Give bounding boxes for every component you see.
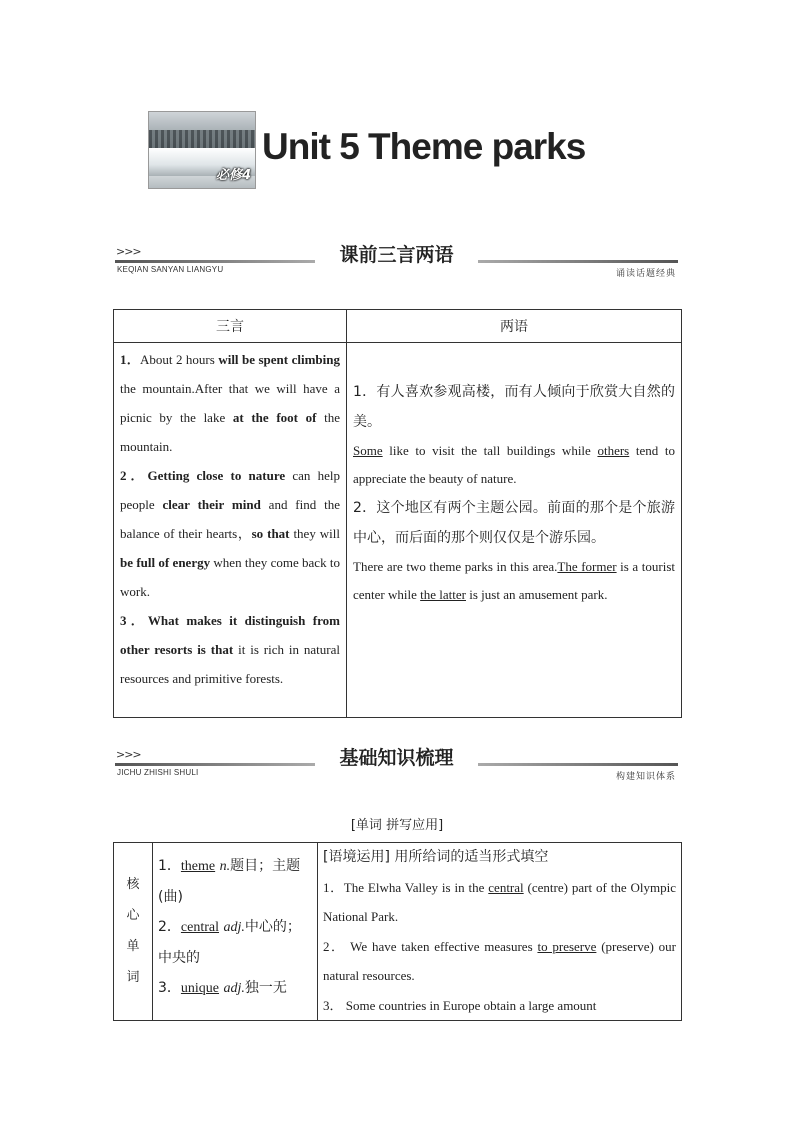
item-number: 1．	[158, 858, 181, 874]
vocab-table	[113, 842, 682, 1021]
side-char: 心	[126, 908, 140, 923]
sanyan-cell	[114, 343, 347, 718]
sentence-text: when they come back to work.	[120, 555, 340, 599]
sentence-text: tend to appreciate the beauty of nature.	[353, 443, 675, 486]
word-item	[158, 851, 312, 912]
sentence-text: About 2 hours	[139, 352, 219, 367]
key-phrase: be full of energy	[120, 555, 211, 570]
item-number: 2．	[158, 919, 181, 935]
section-pinyin: KEQIAN SANYAN LIANGYU	[117, 265, 224, 274]
sentence-text: like to visit the tall buildings while	[382, 443, 598, 458]
sentence-text: (centre) part of the Olympic National Park.	[323, 879, 676, 924]
exercise-item	[323, 873, 676, 932]
answer-blank: central	[488, 879, 524, 895]
word-list	[153, 843, 318, 1021]
key-phrase: so that	[251, 526, 290, 541]
sentence-text: the mountain.	[120, 410, 340, 454]
unit-cover-image	[148, 111, 256, 189]
logo-tag: 必修4	[215, 168, 251, 183]
sentence-text: is just an amusement park.	[465, 587, 608, 602]
word-answer: unique	[180, 981, 220, 996]
sentence-text: is a tourist center while	[353, 559, 675, 602]
section-title: 基础知识梳理	[339, 747, 454, 769]
col-header-liangyu: 两语	[347, 310, 682, 343]
side-char: 单	[126, 939, 140, 954]
word-meaning: 中心的；中央的	[158, 919, 301, 966]
english-sentence	[353, 437, 675, 493]
exercise-cell	[318, 843, 682, 1021]
word-answer: central	[180, 920, 220, 935]
chinese-sentence: 1．有人喜欢参观高楼，而有人倾向于欣赏大自然的美。	[353, 384, 675, 430]
key-phrase: at the foot of	[232, 410, 317, 425]
answer-blank: Some	[353, 443, 383, 458]
exercise-tag: [语境运用]	[323, 849, 390, 865]
forest-graphic	[149, 130, 255, 150]
chevrons-icon: >>>	[116, 245, 141, 258]
key-phrase: will be spent climbing	[218, 352, 340, 367]
liangyu-cell	[347, 343, 682, 718]
key-phrase: clear their mind	[162, 497, 261, 512]
answer-blank: The former	[557, 559, 617, 574]
key-phrase: Getting close to nature	[147, 468, 286, 483]
chevrons-icon: >>>	[116, 748, 141, 761]
word-meaning: 独一无	[244, 980, 287, 996]
instruction-text: 用所给词的适当形式填空	[389, 849, 549, 865]
part-of-speech: adj.	[223, 981, 245, 996]
exercise-item	[323, 991, 676, 1021]
sentence-text: (preserve) our natural resources.	[323, 938, 677, 983]
answer-blank: the latter	[420, 587, 466, 602]
col-header-sanyan: 三言	[114, 310, 347, 343]
side-char: 核	[126, 877, 140, 892]
sentence-text: 3． Some countries in Europe obtain a large amount	[323, 997, 597, 1013]
section-banner-jczs	[115, 743, 678, 783]
exercise-instruction	[323, 843, 676, 873]
section-title: 课前三言两语	[339, 244, 454, 266]
word-item	[158, 912, 312, 973]
english-sentence	[353, 553, 675, 609]
item-number: 3．	[120, 613, 148, 628]
chinese-sentence: 2．这个地区有两个主题公园。前面的那个是个旅游中心，而后面的那个则仅仅是个游乐园。	[353, 500, 675, 546]
key-phrase: What makes it distinguish from other resorts is that	[120, 613, 340, 657]
sentence-text: it is rich in natural resources and primitive forests.	[120, 642, 341, 686]
word-answer: theme	[180, 859, 216, 874]
section-subtitle: 构建知识体系	[615, 772, 676, 782]
sentence-text: the mountain.After that we will have a picnic by the lake	[120, 381, 340, 425]
section-pinyin: JICHU ZHISHI SHULI	[117, 768, 199, 777]
sentence-text: 1．The Elwha Valley is in the	[323, 879, 489, 895]
sentence-text: There are two theme parks in this area.	[353, 559, 558, 574]
sentence-text: 2． We have taken effective measures	[323, 938, 538, 954]
section-banner-kqsy	[115, 240, 678, 280]
sentence-text: and find the balance of their hearts，	[120, 497, 340, 541]
side-char: 词	[126, 970, 140, 985]
item-number: 1．	[120, 352, 140, 367]
sayings-table	[113, 309, 682, 718]
answer-blank: to preserve	[537, 938, 597, 954]
core-words-label	[114, 843, 153, 1021]
item-number: 2．	[120, 468, 148, 483]
answer-blank: others	[597, 443, 630, 458]
unit-title: Unit 5 Theme parks	[262, 126, 586, 167]
exercise-item	[323, 932, 676, 991]
part-of-speech: adj.	[223, 920, 245, 935]
section-subtitle: 诵读话题经典	[615, 269, 676, 279]
vocab-heading: [单词 拼写应用]	[350, 818, 444, 833]
word-meaning: 题目；主题(曲)	[158, 858, 301, 905]
sentence-text: can help people	[120, 468, 340, 512]
sentence-text: they will	[289, 526, 340, 541]
word-item	[158, 973, 312, 1004]
part-of-speech: n.	[219, 859, 231, 874]
item-number: 3．	[158, 980, 181, 996]
